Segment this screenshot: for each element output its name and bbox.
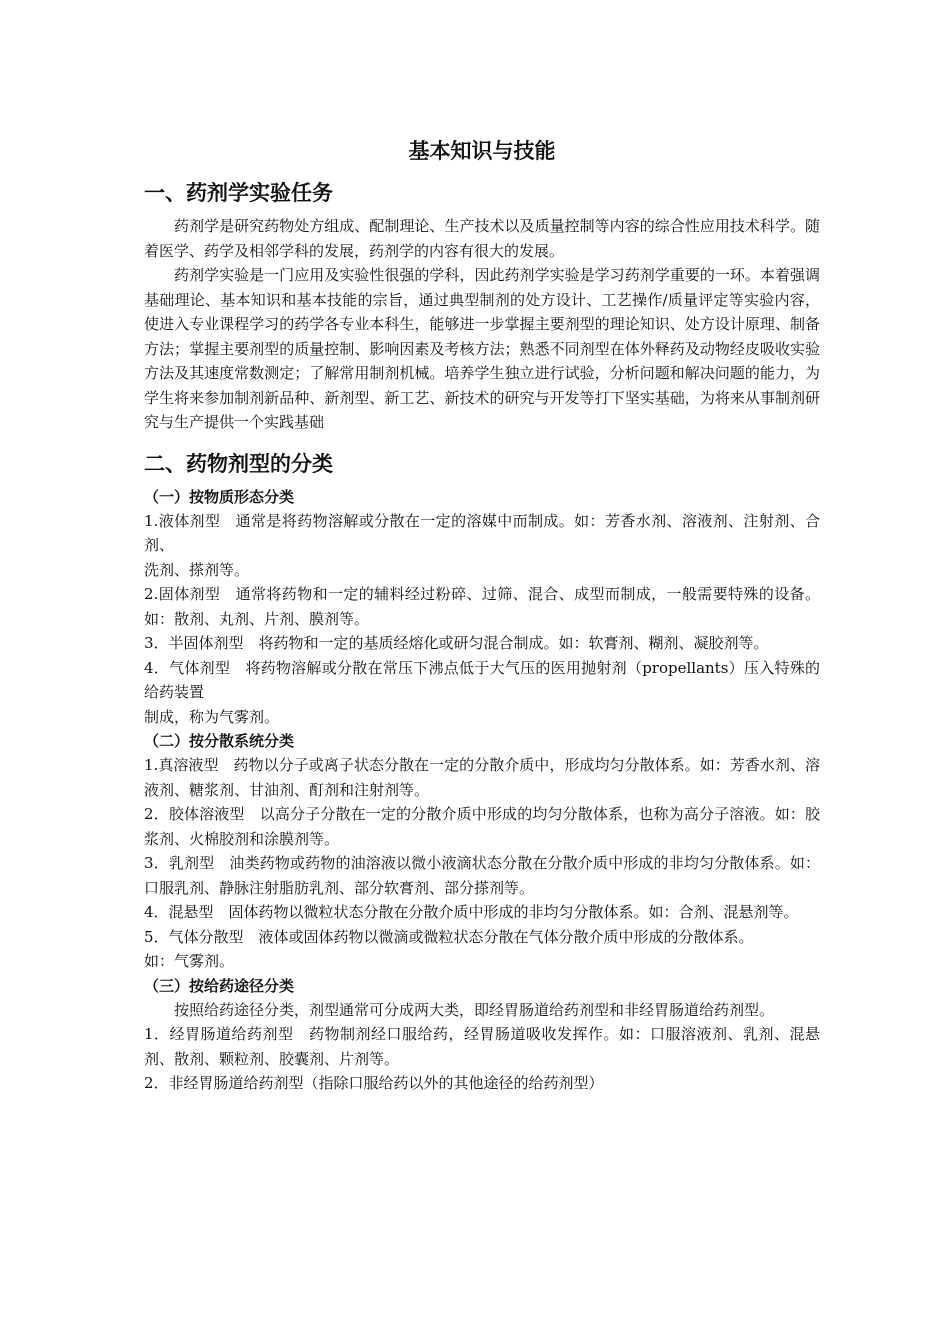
list-item: 2.固体剂型 通常将药物和一定的辅料经过粉碎、过筛、混合、成型而制成，一般需要特殊的设备。如：散剂、丸剂、片剂、膜剂等。	[144, 585, 820, 628]
list-item: 5．气体分散型 液体或固体药物以微滴或微粒状态分散在气体分散介质中形成的分散体系。	[144, 927, 754, 946]
paragraph: 药剂学实验是一门应用及实验性很强的学科，因此药剂学实验是学习药剂学重要的一环。本着强调基础理论、基本知识和基本技能的宗旨，通过典型制剂的处方设计、工艺操作/质量评定等实验内容，使进入专业课程学习的药学各专业本科生，能够进一步掌握主要剂型的理论知识、处方设计原理、制备方法；掌握主要剂型的质量控制、影响因素及考核方法；熟悉不同剂型在体外释药及动物经皮吸收实验方法及其速度常数测定；了解常用制剂机械。培养学生独立进行试验，分析问题和解决问题的能力，为学生将来参加制剂新品种、新剂型、新工艺、新技术的研究与开发等打下坚实基础，为将来从事制剂研究与生产提供一个实践基础	[144, 266, 820, 431]
document-title: 基本知识与技能	[408, 139, 556, 163]
list-item: 4．气体剂型 将药物溶解或分散在常压下沸点低于大气压的医用抛射剂（propellants）压入特殊的给药装置	[144, 658, 820, 701]
section-heading-tasks: 一、药剂学实验任务	[144, 181, 333, 205]
document-page	[144, 128, 820, 1096]
list-item: 1．经胃肠道给药剂型 药物制剂经口服给药，经胃肠道吸收发挥作。如：口服溶液剂、乳剂、混悬剂、散剂、颗粒剂、胶囊剂、片剂等。	[144, 1025, 820, 1068]
list-item: 1.液体剂型 通常是将药物溶解或分散在一定的溶媒中而制成。如：芳香水剂、溶液剂、注射剂、合剂、	[144, 511, 820, 554]
list-item-continuation: 洗剂、搽剂等。	[144, 560, 250, 579]
subsection-heading-administration-route: （三）按给药途径分类	[144, 976, 295, 995]
subsection-heading-dispersion-system: （二）按分散系统分类	[144, 732, 295, 750]
list-item: 2．胶体溶液型 以高分子分散在一定的分散介质中形成的均匀分散体系，也称为高分子溶液。如：胶浆剂、火棉胶剂和涂膜剂等。	[144, 805, 820, 848]
list-item: 3．乳剂型 油类药物或药物的油溶液以微小液滴状态分散在分散介质中形成的非均匀分散体系。如：口服乳剂、静脉注射脂肪乳剂、部分软膏剂、部分搽剂等。	[144, 854, 820, 897]
list-item-continuation: 制成，称为气雾剂。	[144, 707, 280, 726]
list-item: 3．半固体剂型 将药物和一定的基质经熔化或研匀混合制成。如：软膏剂、糊剂、凝胶剂等。	[144, 634, 769, 652]
section-heading-classification: 二、药物剂型的分类	[144, 451, 333, 476]
list-item: 2．非经胃肠道给药剂型（指除口服给药以外的其他途径的给药剂型）	[144, 1074, 604, 1092]
list-item: 4．混悬型 固体药物以微粒状态分散在分散介质中形成的非均匀分散体系。如：合剂、混悬剂等。	[144, 903, 799, 921]
list-item: 1.真溶液型 药物以分子或离子状态分散在一定的分散介质中，形成均匀分散体系。如：芳香水剂、溶液剂、糖浆剂、甘油剂、酊剂和注射剂等。	[144, 756, 820, 799]
list-item-continuation: 如：气雾剂。	[144, 952, 235, 970]
paragraph: 药剂学是研究药物处方组成、配制理论、生产技术以及质量控制等内容的综合性应用技术科学。随着医学、药学及相邻学科的发展，药剂学的内容有很大的发展。	[144, 217, 820, 260]
paragraph: 按照给药途径分类，剂型通常可分成两大类，即经胃肠道给药剂型和非经胃肠道给药剂型。	[174, 1000, 775, 1019]
subsection-heading-physical-state: （一）按物质形态分类	[144, 487, 295, 506]
